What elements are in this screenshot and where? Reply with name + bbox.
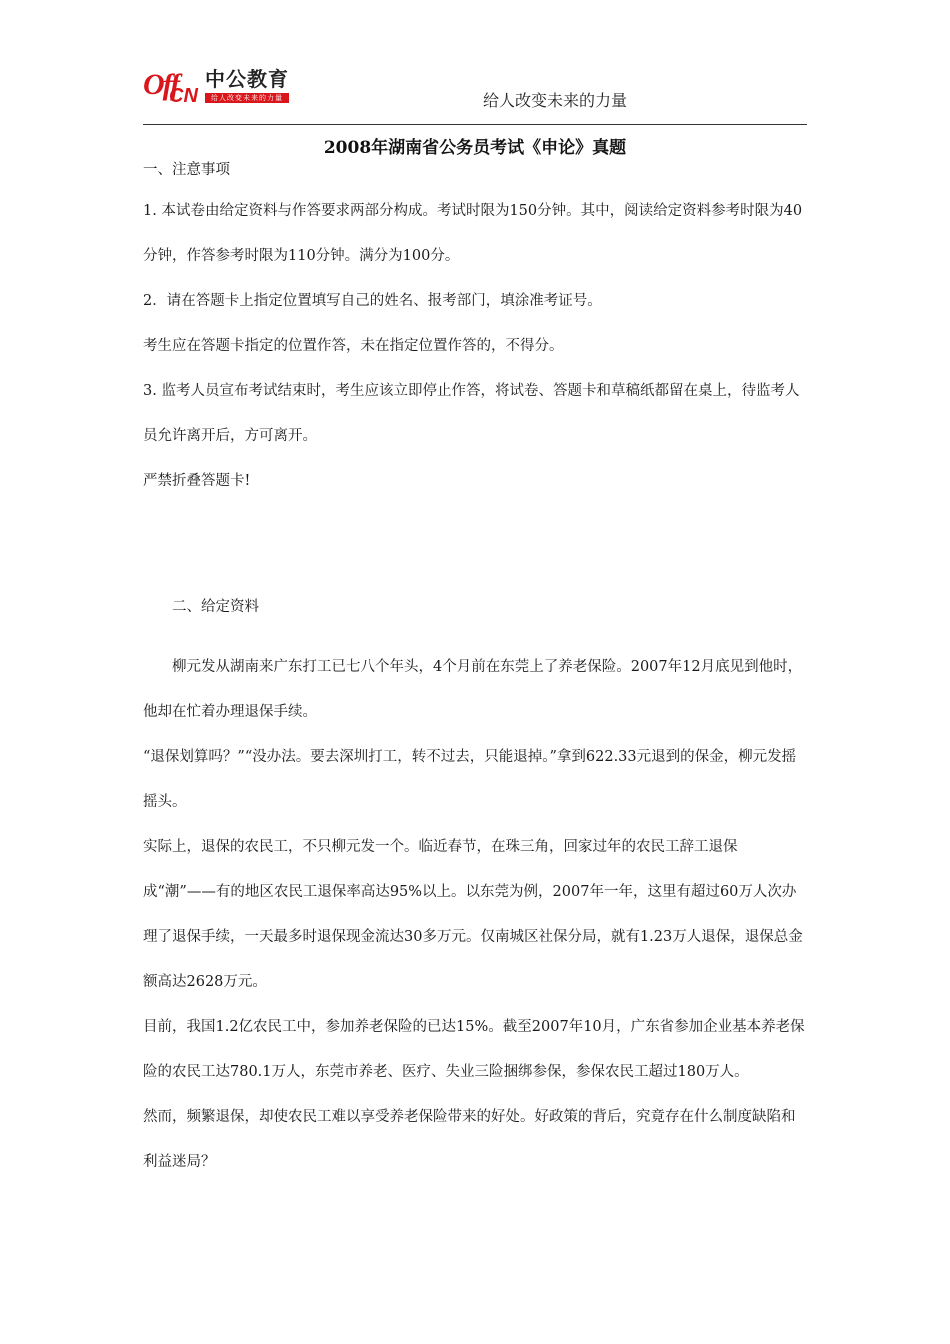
paragraph: 柳元发从湖南来广东打工已七八个年头，4个月前在东莞上了养老保险。2007年12月底见到他时，他却在忙着办理退保手续。 bbox=[143, 659, 803, 720]
document-title: 2008年湖南省公务员考试《申论》真题 bbox=[323, 138, 627, 158]
paragraph: 目前，我国1.2亿农民工中，参加养老保险的已达15%。截至2007年10月，广东省参加企业基本养老保险的农民工达780.1万人，东莞市养老、医疗、失业三险捆绑参保，参保农民工超过180万人。 bbox=[143, 1019, 805, 1080]
paragraph: 1. 本试卷由给定资料与作答要求两部分构成。考试时限为150分钟。其中，阅读给定资料参考时限为40分钟，作答参考时限为110分钟。满分为100分。 bbox=[143, 203, 803, 264]
section-heading-materials: 二、给定资料 bbox=[172, 599, 259, 615]
paragraph: 实际上，退保的农民工，不只柳元发一个。临近春节，在珠三角，回家过年的农民工辞工退保成“潮”——有的地区农民工退保率高达95%以上。以东莞为例，2007年一年，这里有超过60万人次办理了退保手续，一天最多时退保现金流达30多万元。仅南城区社保分局，就有1.23万人退保，退保总金额高达2628万元。 bbox=[143, 839, 803, 990]
logo-mark: Off bbox=[143, 68, 179, 101]
offcn-logo bbox=[143, 64, 303, 112]
logo-mark-cn: CN bbox=[169, 85, 198, 107]
section-heading-notes: 一、注意事项 bbox=[143, 162, 230, 178]
paragraph: 然而，频繁退保，却使农民工难以享受养老保险带来的好处。好政策的背后，究竟存在什么制度缺陷和利益迷局？ bbox=[143, 1109, 796, 1170]
logo-tagline: 给人改变未来的力量 bbox=[205, 93, 289, 103]
header-divider bbox=[143, 124, 807, 125]
paragraph: “退保划算吗？”“没办法。要去深圳打工，转不过去，只能退掉。”拿到622.33元退到的保金，柳元发摇摇头。 bbox=[143, 749, 797, 810]
logo-name: 中公教育 bbox=[205, 67, 289, 91]
document-body bbox=[143, 160, 807, 1185]
paragraph: 3. 监考人员宣布考试结束时，考生应该立即停止作答，将试卷、答题卡和草稿纸都留在桌上，待监考人员允许离开后，方可离开。 bbox=[143, 383, 800, 444]
page-header bbox=[143, 64, 807, 126]
paragraph: 2．请在答题卡上指定位置填写自己的姓名、报考部门，填涂准考证号。 bbox=[143, 293, 602, 309]
spacer bbox=[143, 504, 807, 585]
header-slogan: 给人改变未来的力量 bbox=[483, 91, 628, 110]
paragraph: 严禁折叠答题卡! bbox=[143, 473, 251, 489]
paragraph: 考生应在答题卡指定的位置作答，未在指定位置作答的，不得分。 bbox=[143, 338, 564, 354]
